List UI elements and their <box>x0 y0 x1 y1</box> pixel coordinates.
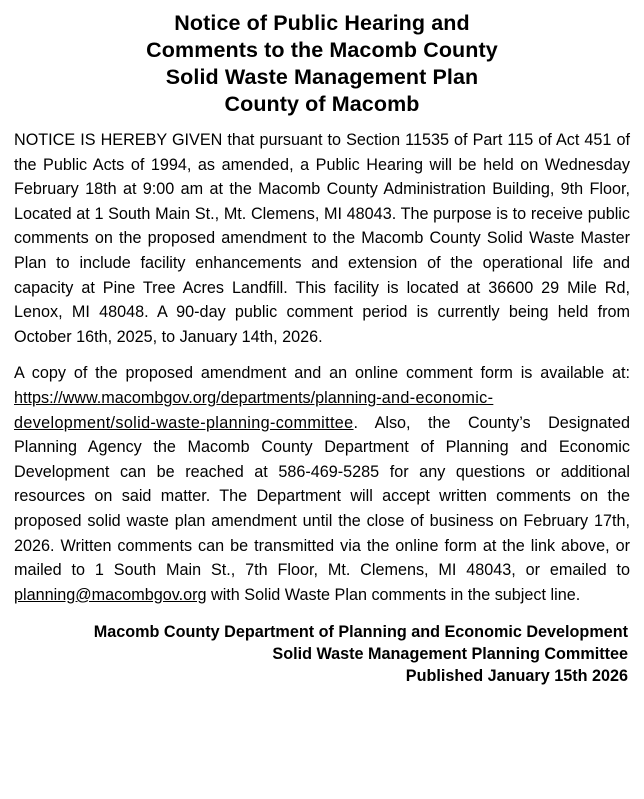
title-line-3: Solid Waste Management Plan <box>165 65 479 89</box>
title-line-2: Comments to the Macomb County <box>146 38 498 62</box>
paragraph-two-continued: . Also, the County’s Designated Planning Agency the Macomb County Department of Planning and Economic Development can be reached at 586-469-5285 for any questions or additional resources on said matter. The Department will accept written comments on the proposed solid waste plan amendment until the close of business on February 17th, 2026. Written comments can be transmitted via the online form at the link above, or mailed to 1 South Main St., 7th Floor, Mt. Clemens, MI 48043, or emailed to <box>14 413 630 580</box>
signature-block <box>14 621 630 687</box>
notice-paragraph-two <box>14 361 630 607</box>
title-line-1: Notice of Public Hearing and <box>174 11 470 35</box>
signature-department: Macomb County Department of Planning and Economic Development <box>93 623 628 642</box>
email-link[interactable]: planning@macombgov.org <box>14 585 207 604</box>
paragraph-two-lead: A copy of the proposed amendment and an online comment form is available at: <box>14 364 630 383</box>
comment-form-link-part-2[interactable]: and-economic-development/solid-waste-planning-committee <box>14 388 494 432</box>
signature-committee: Solid Waste Management Planning Committee <box>272 645 628 664</box>
notice-paragraph-one: NOTICE IS HEREBY GIVEN that pursuant to Section 11535 of Part 115 of Act 451 of the Public Acts of 1994, as amended, a Public Hearing will be held on Wednesday February 18th at 9:00 am at the Macomb County Administration Building, 9th Floor, Located at 1 South Main St., Mt. Clemens, MI 48043. The purpose is to receive public comments on the proposed amendment to the Macomb County Solid Waste Master Plan to include facility enhancements and extension of the operational life and capacity at Pine Tree Acres Landfill. This facility is located at 36600 29 Mile Rd, Lenox, MI 48048. A 90-day public comment period is currently being held from October 16th, 2025, to January 14th, 2026. <box>14 131 630 346</box>
page-title <box>14 10 630 118</box>
comment-form-link-part-1[interactable]: https://www.macombgov.org/departments/planning- <box>14 388 382 407</box>
signature-published-date: Published January 15th 2026 <box>405 667 628 686</box>
title-line-4: County of Macomb <box>224 92 420 116</box>
paragraph-two-tail: with Solid Waste Plan comments in the subject line. <box>206 585 581 604</box>
